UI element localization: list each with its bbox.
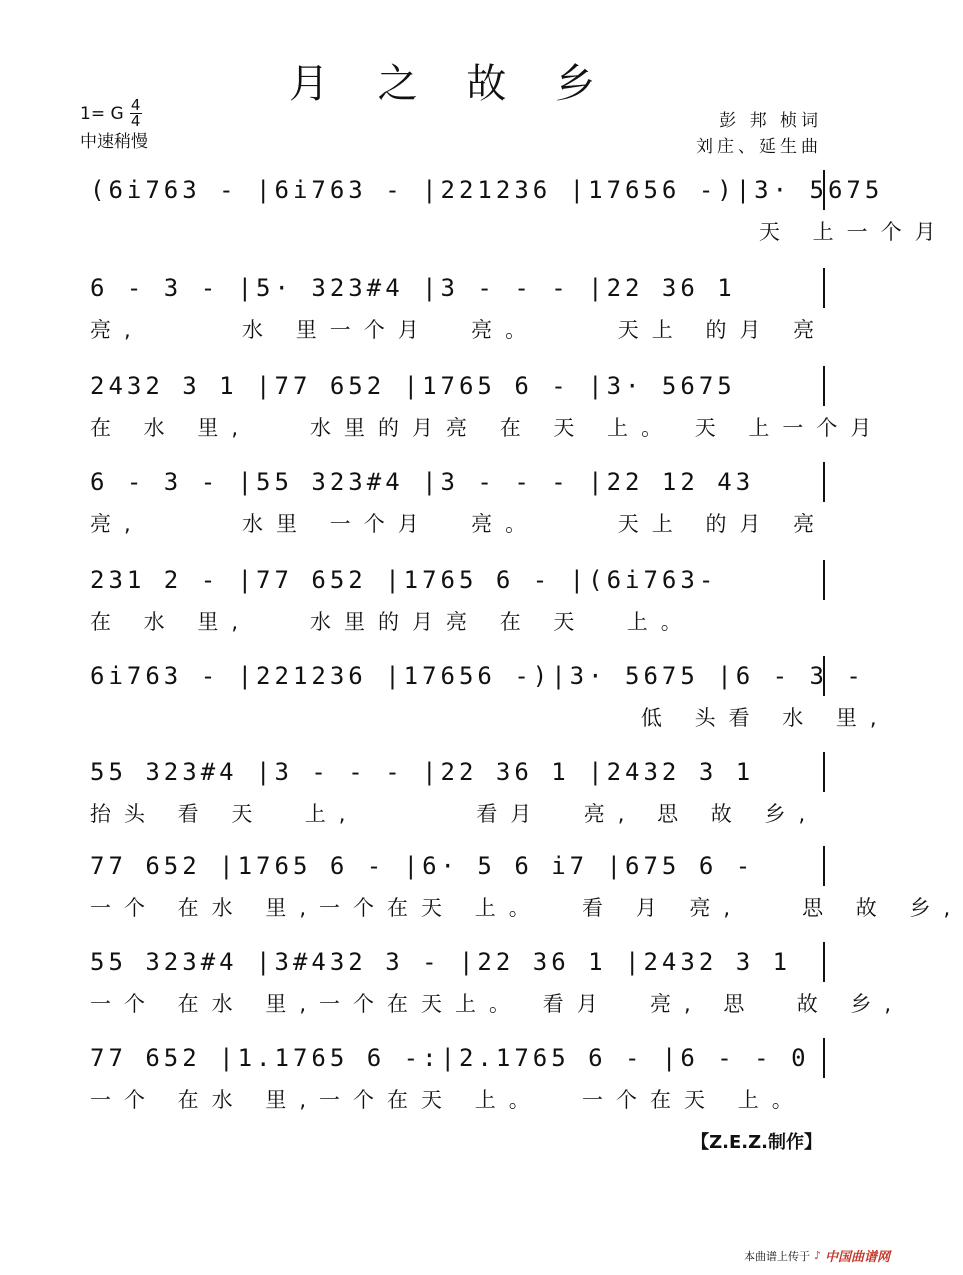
score-system-10 (90, 1038, 828, 1116)
notation-line: (6i763 - |6i763 - |221236 |17656 -)|3· 5675 (90, 170, 825, 210)
score-system-6 (90, 656, 890, 734)
notation-line: 6 - 3 - |55 323#4 |3 - - - |22 12 43 (90, 462, 825, 502)
key-signature (80, 98, 148, 129)
time-signature (130, 98, 142, 129)
lyrics-line: 低 头看 水 里, (90, 706, 890, 730)
lyrics-line: 一个 在水 里,一个在天 上。 看 月 亮, 思 故 乡, (90, 896, 963, 920)
tempo-marking: 中速稍慢 (80, 132, 148, 152)
song-meta-right (696, 108, 822, 160)
score-system-5 (90, 560, 825, 638)
notation-line: 55 323#4 |3 - - - |22 36 1 |2432 3 1 (90, 752, 825, 792)
composer: 刘庄、延生曲 (696, 137, 822, 157)
lyrics-line: 亮, 水 里一个月 亮。 天上 的月 亮 (90, 318, 828, 342)
lyrics-line: 抬头 看 天 上, 看月 亮, 思 故 乡, (90, 802, 819, 826)
upload-footer (744, 1246, 890, 1265)
score-system-1 (90, 170, 949, 248)
score-system-4 (90, 462, 828, 540)
lyrics-line: 在 水 里, 水里的月亮 在 天 上。 天 上一个月 (90, 416, 885, 440)
lyrics-line: 在 水 里, 水里的月亮 在 天 上。 (90, 610, 695, 634)
transcriber-credit: 【Z.E.Z.制作】 (691, 1132, 822, 1153)
song-meta-left (80, 98, 148, 155)
lyrics-line: 一个 在水 里,一个在天上。 看月 亮, 思 故 乡, (90, 992, 905, 1016)
notation-line: 6i763 - |221236 |17656 -)|3· 5675 |6 - 3 - (90, 656, 825, 696)
lyricist: 彭 邦 桢词 (719, 111, 822, 131)
key-label: 1= G (80, 103, 124, 124)
score-system-7 (90, 752, 825, 830)
score-system-8 (90, 846, 963, 924)
site-name[interactable]: 中国曲谱网 (824, 1250, 890, 1265)
notation-line: 2432 3 1 |77 652 |1765 6 - |3· 5675 (90, 366, 825, 406)
lyrics-line: 一个 在水 里,一个在天 上。 一个在天 上。 (90, 1088, 806, 1112)
notation-line: 77 652 |1765 6 - |6· 5 6 i7 |675 6 - (90, 846, 825, 886)
notation-line: 231 2 - |77 652 |1765 6 - |(6i763- (90, 560, 825, 600)
notation-line: 55 323#4 |3#432 3 - |22 36 1 |2432 3 1 (90, 942, 825, 982)
score-system-2 (90, 268, 828, 346)
song-title: 月 之 故 乡 (288, 61, 614, 107)
score-system-3 (90, 366, 885, 444)
lyrics-line: 天 上一个月 (90, 220, 949, 244)
notation-line: 77 652 |1.1765 6 -:|2.1765 6 - |6 - - 0 (90, 1038, 825, 1078)
time-top: 4 (130, 96, 141, 114)
time-bottom: 4 (130, 112, 141, 130)
music-note-icon: ♪ (813, 1249, 821, 1262)
upload-text: 本曲谱上传于 (743, 1249, 810, 1263)
lyrics-line: 亮, 水里 一个月 亮。 天上 的月 亮 (90, 512, 828, 536)
notation-line: 6 - 3 - |5· 323#4 |3 - - - |22 36 1 (90, 268, 825, 308)
score-system-9 (90, 942, 905, 1020)
